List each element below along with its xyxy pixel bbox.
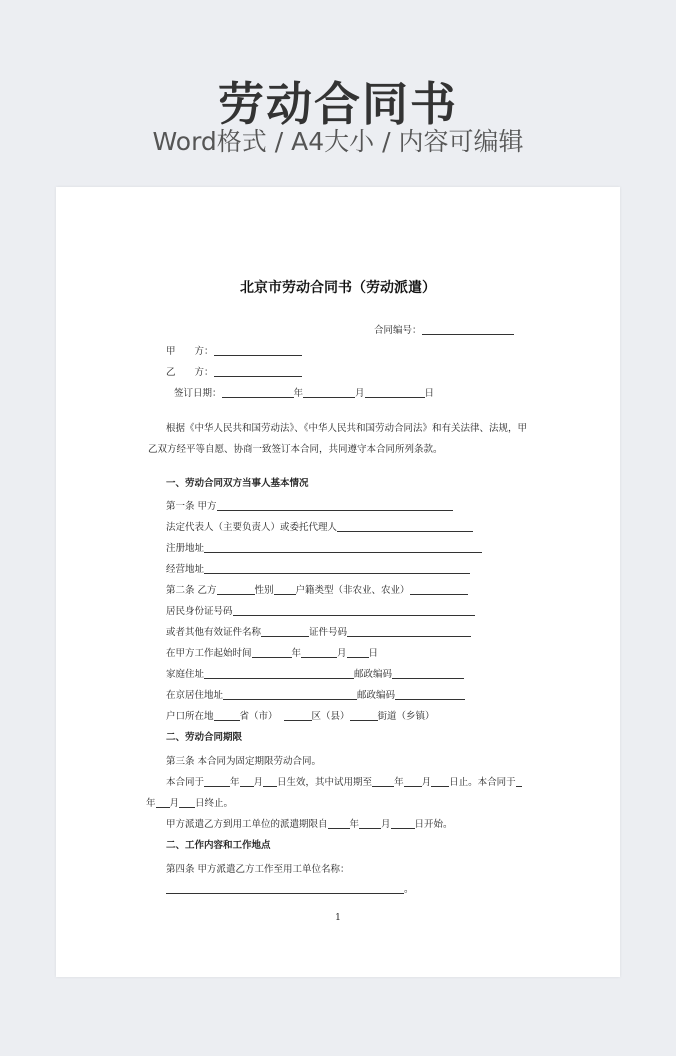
start-month-field[interactable] (301, 647, 337, 658)
id-code-field[interactable] (347, 626, 471, 637)
trial-month-field[interactable] (404, 776, 422, 787)
dispatch-month-field[interactable] (359, 818, 381, 829)
hukou-type-label: 户籍类型（非农业、农业） (295, 585, 410, 596)
from-month-field[interactable] (240, 776, 254, 787)
contract-number-label: 合同编号： (374, 325, 422, 336)
province-label: 省（市） (239, 711, 278, 722)
party-a-label: 甲 方： (166, 346, 214, 357)
start-time-label: 在甲方工作起始时间 (166, 648, 252, 659)
biz-address-line (166, 561, 470, 575)
home-address-line (166, 666, 464, 680)
article-1-label: 第一条 甲方 (166, 501, 217, 512)
article-3-line: 第三条 本合同为固定期限劳动合同。 (166, 756, 322, 767)
postcode-label: 邮政编码 (357, 690, 396, 701)
legal-rep-label: 法定代表人（主要负责人）或委托代理人 (166, 522, 338, 533)
year-label: 年 (394, 777, 404, 788)
party-b-name-field[interactable] (217, 584, 255, 595)
article-4-line: 第四条 甲方派遣乙方工作至用工单位名称： (166, 864, 350, 875)
year-label: 年 (230, 777, 240, 788)
other-id-line (166, 624, 471, 638)
hukou-type-field[interactable] (410, 584, 468, 595)
end-month-field[interactable] (156, 797, 170, 808)
month-label: 月 (337, 648, 347, 659)
hukou-location-label: 户口所在地 (166, 711, 214, 722)
article-1-line (166, 498, 453, 512)
article-2-line (166, 582, 468, 596)
district-label: 区（县） (311, 711, 350, 722)
contract-number-line (374, 322, 514, 336)
contract-from-label: 本合同于 (166, 777, 205, 788)
year-label: 年 (349, 819, 360, 830)
home-address-label: 家庭住址 (166, 669, 205, 680)
contract-end-line (146, 795, 233, 809)
party-a-name-field[interactable] (217, 500, 453, 511)
from-day-field[interactable] (263, 776, 277, 787)
dispatch-day-field[interactable] (391, 818, 415, 829)
document-page (56, 187, 620, 977)
party-a-line (166, 343, 302, 357)
contract-to-label: 日止。本合同于 (449, 777, 516, 788)
contract-number-field[interactable] (422, 324, 514, 335)
terminate-label: 日终止。 (195, 798, 234, 809)
bj-address-line (166, 687, 465, 701)
sign-year-field[interactable] (222, 387, 294, 398)
employer-name-field[interactable] (166, 883, 404, 894)
party-b-field[interactable] (214, 366, 302, 377)
banner-title: 劳动合同书 (218, 77, 458, 131)
home-address-field[interactable] (204, 668, 354, 679)
street-field[interactable] (350, 710, 378, 721)
sign-day-field[interactable] (365, 387, 425, 398)
hukou-location-line (166, 708, 435, 722)
postcode-label: 邮政编码 (354, 669, 393, 680)
page-number: 1 (335, 913, 341, 923)
month-label: 月 (253, 777, 264, 788)
street-label: 街道（乡镇） (377, 711, 435, 722)
party-b-line (166, 364, 302, 378)
gender-label: 性别 (254, 585, 274, 596)
trial-day-field[interactable] (431, 776, 449, 787)
sign-date-label: 签订日期： (174, 388, 222, 399)
end-year-field-start[interactable] (516, 776, 522, 787)
id-number-field[interactable] (233, 605, 475, 616)
intro-line-1: 根据《中华人民共和国劳动法》、《中华人民共和国劳动合同法》和有关法律、法规，甲 (166, 423, 528, 434)
district-field[interactable] (284, 710, 312, 721)
reg-address-label: 注册地址 (166, 543, 205, 554)
id-number-label: 居民身份证号码 (166, 606, 233, 617)
legal-rep-line (166, 519, 473, 533)
start-year-field[interactable] (252, 647, 292, 658)
day-label: 日 (424, 388, 435, 399)
month-label: 月 (381, 819, 391, 830)
dispatch-start-label: 日开始。 (414, 819, 453, 830)
other-id-name-field[interactable] (261, 626, 309, 637)
section-2-heading: 二、劳动合同期限 (166, 732, 243, 743)
start-day-field[interactable] (347, 647, 369, 658)
effective-label: 日生效，其中试用期至 (277, 777, 373, 788)
bj-address-field[interactable] (223, 689, 357, 700)
month-label: 月 (169, 798, 180, 809)
year-label: 年 (146, 798, 156, 809)
intro-line-2: 乙双方经平等自愿、协商一致签订本合同，共同遵守本合同所列条款。 (148, 444, 443, 455)
home-postcode-field[interactable] (392, 668, 464, 679)
year-label: 年 (293, 388, 304, 399)
dispatch-line (166, 816, 453, 830)
biz-address-field[interactable] (204, 563, 470, 574)
employer-name-line (166, 881, 414, 895)
month-label: 月 (421, 777, 432, 788)
contract-period-line (166, 774, 522, 788)
end-day-field[interactable] (179, 797, 195, 808)
id-code-label: 证件号码 (309, 627, 348, 638)
party-a-field[interactable] (214, 345, 302, 356)
sign-month-field[interactable] (303, 387, 355, 398)
party-b-label: 乙 方： (166, 367, 214, 378)
trial-year-field[interactable] (372, 776, 394, 787)
reg-address-field[interactable] (204, 542, 482, 553)
from-year-field[interactable] (204, 776, 230, 787)
month-label: 月 (355, 388, 365, 399)
dispatch-label: 甲方派遣乙方到用工单位的派遣期限自 (166, 819, 328, 830)
sign-date-line (174, 385, 434, 399)
year-label: 年 (291, 648, 302, 659)
reg-address-line (166, 540, 482, 554)
start-time-line (166, 645, 378, 659)
banner-subtitle: Word格式 / A4大小 / 内容可编辑 (152, 127, 524, 156)
section-1-heading: 一、劳动合同双方当事人基本情况 (166, 478, 309, 489)
day-label: 日 (368, 648, 379, 659)
gender-field[interactable] (274, 584, 296, 595)
bj-postcode-field[interactable] (395, 689, 465, 700)
id-number-line (166, 603, 475, 617)
section-3-heading: 二、工作内容和工作地点 (166, 840, 271, 851)
dispatch-year-field[interactable] (328, 818, 350, 829)
other-id-label: 或者其他有效证件名称 (166, 627, 262, 638)
bj-address-label: 在京居住地址 (166, 690, 224, 701)
period-mark: 。 (404, 884, 414, 895)
legal-rep-field[interactable] (337, 521, 473, 532)
province-field[interactable] (214, 710, 240, 721)
biz-address-label: 经营地址 (166, 564, 205, 575)
document-title: 北京市劳动合同书（劳动派遣） (240, 280, 436, 296)
article-2-label: 第二条 乙方 (166, 585, 217, 596)
